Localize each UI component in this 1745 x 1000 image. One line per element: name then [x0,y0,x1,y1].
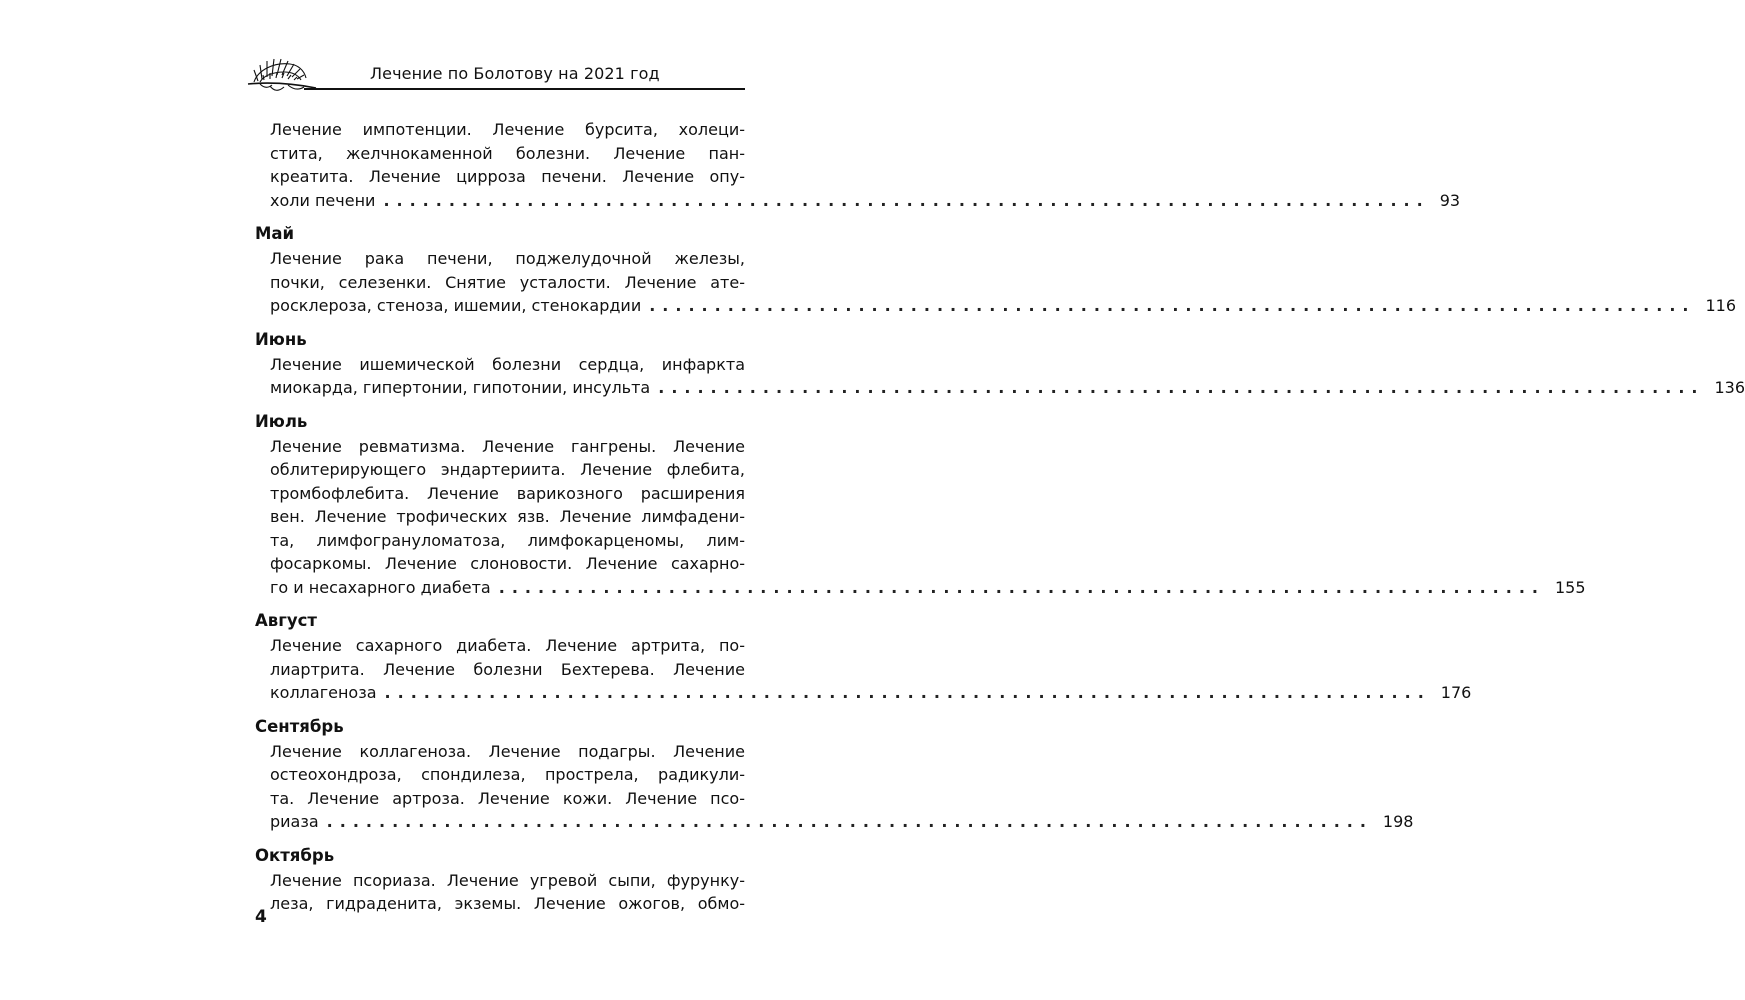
page-number: 4 [255,907,267,927]
toc-entry-last-line [270,681,1472,705]
dot-leader: ................................................................................ [658,378,1705,397]
toc-entry-line: остеохондроза, спондилеза, прострела, радикули- [270,765,745,784]
dot-leader: ................................................................................ [384,683,1431,702]
toc-entry-line: Лечение ревматизма. Лечение гангрены. Лечение [270,436,745,456]
toc-entry-line: вен. Лечение трофических язв. Лечение лимфадени- [270,507,745,526]
toc-month-heading: Май [255,224,295,243]
dot-leader: ................................................................................ [383,190,1430,210]
toc-entry [270,435,1586,600]
toc-entry-last-line [270,294,1737,318]
toc-page-number: 198 [1382,812,1414,831]
header-rule [304,88,745,90]
toc-entry-last-line [270,189,1461,213]
running-head-title: Лечение по Болотову на 2021 год [370,64,660,83]
toc-entry-line: Лечение рака печени, поджелудочной железы, [270,249,745,268]
toc-entry-text: риаза [270,812,319,831]
toc-entry-line: та. Лечение артроза. Лечение кожи. Лечение псо- [270,788,745,808]
toc-entry-continuation [270,118,1461,212]
toc-entry-line: Лечение сахарного диабета. Лечение артрита, по- [270,636,745,655]
toc-entry-line: стита, желчнокаменной болезни. Лечение пан- [270,143,745,163]
toc-entry [270,740,1414,834]
toc-entry [270,247,1737,318]
toc-page-number: 176 [1440,683,1472,702]
toc-entry [270,869,745,916]
toc-month-heading: Октябрь [255,845,335,865]
toc-entry-line: Лечение ишемической болезни сердца, инфаркта [270,354,745,374]
toc-page-number: 136 [1714,378,1745,397]
toc-entry-line: лиартрита. Лечение болезни Бехтерева. Лечение [270,659,745,679]
toc-entry [270,634,1472,705]
dot-leader: ................................................................................ [649,296,1696,315]
toc-entry-line: Лечение импотенции. Лечение бурсита, холеци- [270,120,745,139]
flower-icon [240,48,320,100]
toc-month-heading: Июнь [255,329,307,349]
toc-month-heading: Сентябрь [255,716,344,736]
toc-entry-text: го и несахарного диабета [270,577,491,597]
toc-entry-last-line [270,376,1745,400]
toc-entry-line: тромбофлебита. Лечение варикозного расширения [270,483,745,503]
dot-leader: ................................................................................ [326,812,1373,831]
toc-page-number: 155 [1554,577,1586,597]
toc-entry-text: холи печени [270,190,376,210]
toc-entry-line: облитерирующего эндартериита. Лечение флебита, [270,460,745,479]
toc-page-number: 93 [1439,190,1461,210]
toc-entry-last-line [270,576,1586,600]
toc-page-number: 116 [1705,296,1737,315]
toc-entry-text: росклероза, стеноза, ишемии, стенокардии [270,296,642,315]
toc-entry-text: коллагеноза [270,683,377,702]
dot-leader: ................................................................................ [498,577,1545,597]
table-of-contents [255,118,1745,916]
toc-entry-line: фосаркомы. Лечение слоновости. Лечение сахарно- [270,554,745,573]
toc-month-heading: Август [255,611,317,630]
toc-entry-text: миокарда, гипертонии, гипотонии, инсульта [270,378,651,397]
toc-entry-line: та, лимфогрануломатоза, лимфокарценомы, лим- [270,530,745,550]
toc-entry-line: леза, гидраденита, экземы. Лечение ожогов, обмо- [270,894,745,913]
toc-entry [270,353,1745,400]
toc-entry-last-line [270,810,1414,834]
toc-month-heading: Июль [255,411,308,431]
running-head [240,48,750,100]
toc-entry-line: креатита. Лечение цирроза печени. Лечение опу- [270,167,745,186]
toc-entry-line: почки, селезенки. Снятие усталости. Лечение ате- [270,272,745,292]
toc-entry-line: Лечение псориаза. Лечение угревой сыпи, фурунку- [270,870,745,890]
toc-months [255,222,1745,916]
toc-entry-line: Лечение коллагеноза. Лечение подагры. Лечение [270,741,745,761]
